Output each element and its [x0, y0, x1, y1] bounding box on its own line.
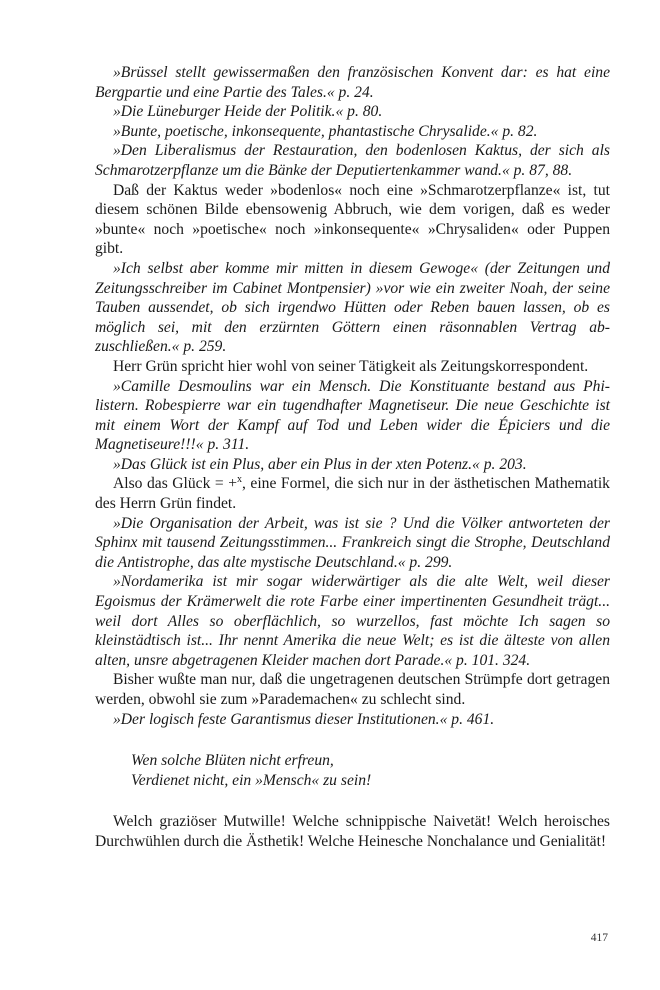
- paragraph: Herr Grün spricht hier wohl von seiner Tätigkeit als Zeitungskorrespondent.: [113, 357, 589, 375]
- paragraph: »Camille Desmoulins war ein Mensch. Die Konstituante bestand aus Philistern. Robespierre war ein tugendhafter Magnetiseur. Die neue Geschichte ist mit einem Wort der Kampf auf Tod und Leben wider die Épiciers und die Magnetiseure!!!« p. 311.: [95, 377, 610, 454]
- paragraph: Bisher wußte man nur, daß die ungetragenen deutschen Strümpfe dort getragen werden, obwohl sie zum »Parademachen« zu schlecht sind.: [95, 671, 610, 708]
- paragraph: »Brüssel stellt gewissermaßen den französischen Konvent dar: es hat eine Bergpartie und eine Partie des Tales.« p. 24.: [95, 64, 610, 101]
- paragraph: »Der logisch feste Garantismus dieser Institutionen.« p. 461.: [113, 710, 495, 728]
- closing-paragraph: Welch graziöser Mutwille! Welche schnippische Naivetät! Welch heroisches Durchwühlen durch die Ästhetik! Welche Heinesche Nonchalance und Genialität!: [95, 813, 610, 850]
- paragraph: »Ich selbst aber komme mir mitten in diesem Gewoge« (der Zeitungen und Zeitungsschreiber im Cabinet Montpensier) »vor wie ein zweiter Noah, der seine Tauben aussendet, ob sich irgendwo Hütten oder Reben bauen lassen, ob es möglich sei, mit den erzürnten Göttern einen räsonnablen Vertrag abzuschließen.« p. 259.: [95, 259, 610, 356]
- formula-text-after: , eine Formel, die sich nur in der ästhetischen Mathematik des Herrn Grün findet.: [95, 475, 610, 513]
- verse-line: Wen solche Blüten nicht erfreun,: [131, 752, 334, 770]
- verse-line: Verdienet nicht, ein »Mensch« zu sein!: [131, 771, 372, 789]
- paragraph: »Nordamerika ist mir sogar widerwärtiger als die alte Welt, weil dieser Egoismus der Krämerwelt die rote Farbe einer impertinenten Gesundheit trägt... weil dort Alles so oberflächlich, so wurzellos, fast möchte Ich sagen so kleinstädtisch ist... Ihr nennt Amerika die neue Welt; es ist die älteste von allen alten, unsre abgetragenen Kleider machen dort Parade.« p. 101. 324.: [95, 573, 610, 669]
- formula-paragraph: [95, 474, 610, 513]
- paragraph: »Die Lüneburger Heide der Politik.« p. 80.: [113, 103, 383, 121]
- paragraph: »Das Glück ist ein Plus, aber ein Plus in der xten Potenz.« p. 203.: [113, 455, 527, 473]
- page-number: 417: [590, 932, 608, 944]
- verse-block: [131, 751, 610, 790]
- paragraph: »Die Organisation der Arbeit, was ist sie ? Und die Völker antworteten der Sphinx mit tausend Zeitungsstimmen... Frankreich singt die Strophe, Deutschland die Antistrophe, das alte mystische Deutschland.« p. 299.: [95, 514, 610, 571]
- page-body: [95, 63, 610, 852]
- paragraph: Daß der Kaktus weder »bodenlos« noch eine »Schmarotzerpflanze« ist, tut diesem schönen Bilde ebensowenig Abbruch, wie dem vorigen, daß es weder »bunte« noch »poetische« noch »inkonsequente« »Chrysaliden« oder Puppen gibt.: [95, 181, 610, 258]
- formula-superscript: x: [237, 474, 242, 486]
- paragraph: »Den Liberalismus der Restauration, den bodenlosen Kaktus, der sich als Schmarotzerpflanze um die Bänke der Deputiertenkammer wand.« p. 87, 88.: [95, 142, 610, 179]
- formula-text-before: Also das Glück = +: [113, 475, 237, 493]
- paragraph: »Bunte, poetische, inkonsequente, phantastische Chrysalide.« p. 82.: [113, 122, 538, 140]
